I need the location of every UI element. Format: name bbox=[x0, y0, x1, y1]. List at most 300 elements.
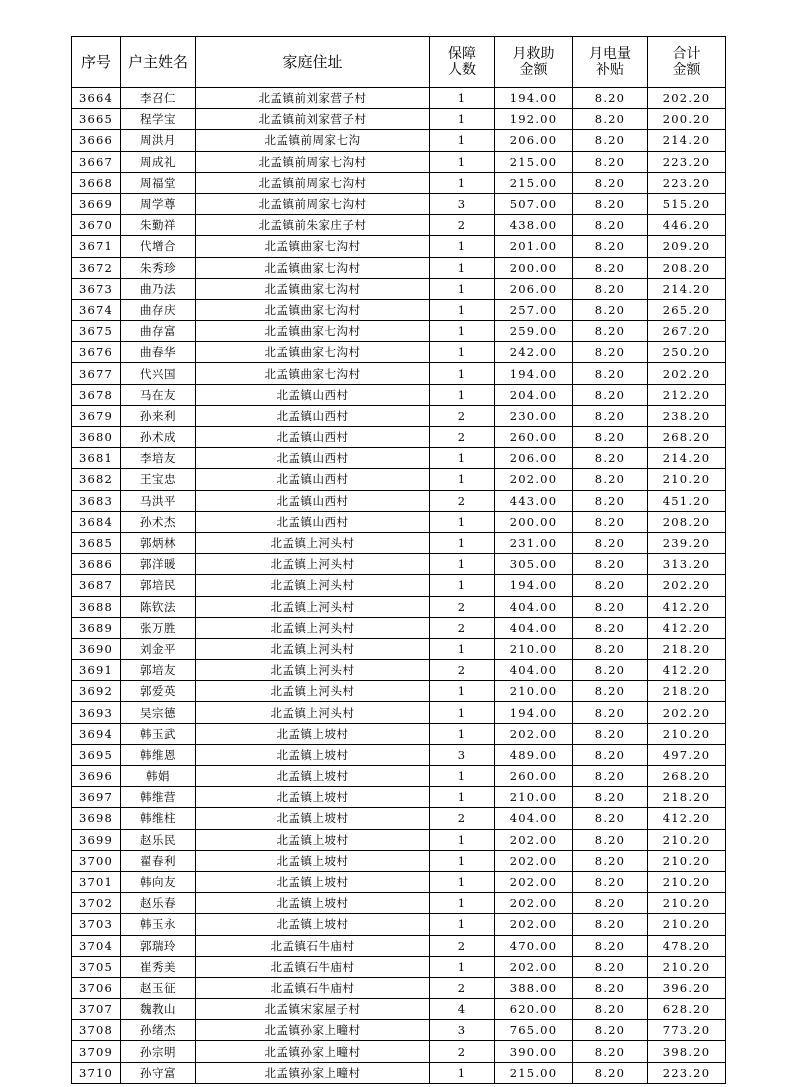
table-row bbox=[72, 151, 726, 172]
address-cell: 北孟镇曲家七沟村 bbox=[196, 257, 430, 278]
seq-cell: 3678 bbox=[72, 384, 121, 405]
relief-cell: 404.00 bbox=[495, 596, 573, 617]
relief-cell: 192.00 bbox=[495, 109, 573, 130]
persons-cell: 1 bbox=[430, 384, 495, 405]
table-row bbox=[72, 744, 726, 765]
name-cell: 韩维恩 bbox=[121, 744, 196, 765]
address-cell: 北孟镇上坡村 bbox=[196, 787, 430, 808]
name-cell: 马在友 bbox=[121, 384, 196, 405]
total-cell: 208.20 bbox=[648, 257, 726, 278]
seq-cell: 3700 bbox=[72, 850, 121, 871]
persons-cell: 1 bbox=[430, 914, 495, 935]
total-cell: 210.20 bbox=[648, 893, 726, 914]
header-address: 家庭住址 bbox=[196, 37, 430, 88]
seq-cell: 3687 bbox=[72, 575, 121, 596]
power-cell: 8.20 bbox=[573, 215, 648, 236]
total-cell: 218.20 bbox=[648, 681, 726, 702]
seq-cell: 3709 bbox=[72, 1041, 121, 1062]
name-cell: 翟春利 bbox=[121, 850, 196, 871]
address-cell: 北孟镇上坡村 bbox=[196, 914, 430, 935]
table-row bbox=[72, 469, 726, 490]
name-cell: 代增合 bbox=[121, 236, 196, 257]
seq-cell: 3689 bbox=[72, 617, 121, 638]
table-row bbox=[72, 660, 726, 681]
total-cell: 214.20 bbox=[648, 130, 726, 151]
seq-cell: 3707 bbox=[72, 999, 121, 1020]
seq-cell: 3695 bbox=[72, 744, 121, 765]
table-row bbox=[72, 935, 726, 956]
relief-cell: 390.00 bbox=[495, 1041, 573, 1062]
relief-cell: 200.00 bbox=[495, 511, 573, 532]
persons-cell: 1 bbox=[430, 871, 495, 892]
table-row bbox=[72, 787, 726, 808]
name-cell: 孙守富 bbox=[121, 1062, 196, 1083]
total-cell: 223.20 bbox=[648, 151, 726, 172]
seq-cell: 3684 bbox=[72, 511, 121, 532]
persons-cell: 1 bbox=[430, 172, 495, 193]
power-cell: 8.20 bbox=[573, 596, 648, 617]
power-cell: 8.20 bbox=[573, 638, 648, 659]
persons-cell: 1 bbox=[430, 532, 495, 553]
total-cell: 268.20 bbox=[648, 766, 726, 787]
table-row bbox=[72, 638, 726, 659]
total-cell: 210.20 bbox=[648, 850, 726, 871]
address-cell: 北孟镇前周家七沟 bbox=[196, 130, 430, 151]
table-row bbox=[72, 977, 726, 998]
name-cell: 韩向友 bbox=[121, 871, 196, 892]
seq-cell: 3698 bbox=[72, 808, 121, 829]
persons-cell: 1 bbox=[430, 109, 495, 130]
name-cell: 韩娟 bbox=[121, 766, 196, 787]
name-cell: 郭瑞玲 bbox=[121, 935, 196, 956]
name-cell: 孙宗明 bbox=[121, 1041, 196, 1062]
total-cell: 628.20 bbox=[648, 999, 726, 1020]
power-cell: 8.20 bbox=[573, 278, 648, 299]
address-cell: 北孟镇前刘家营子村 bbox=[196, 109, 430, 130]
relief-cell: 215.00 bbox=[495, 172, 573, 193]
persons-cell: 2 bbox=[430, 1041, 495, 1062]
table-row bbox=[72, 278, 726, 299]
name-cell: 李培友 bbox=[121, 448, 196, 469]
total-cell: 773.20 bbox=[648, 1020, 726, 1041]
seq-cell: 3672 bbox=[72, 257, 121, 278]
table-row bbox=[72, 448, 726, 469]
table-row bbox=[72, 215, 726, 236]
header-total-line2: 金额 bbox=[672, 62, 701, 78]
relief-cell: 202.00 bbox=[495, 829, 573, 850]
header-row bbox=[72, 37, 726, 88]
header-relief-line1: 月救助 bbox=[512, 46, 555, 62]
name-cell: 曲乃法 bbox=[121, 278, 196, 299]
header-relief-line2: 金额 bbox=[519, 62, 548, 78]
seq-cell: 3671 bbox=[72, 236, 121, 257]
relief-cell: 765.00 bbox=[495, 1020, 573, 1041]
header-persons bbox=[430, 37, 495, 88]
address-cell: 北孟镇上河头村 bbox=[196, 554, 430, 575]
power-cell: 8.20 bbox=[573, 130, 648, 151]
address-cell: 北孟镇前周家七沟村 bbox=[196, 151, 430, 172]
relief-cell: 206.00 bbox=[495, 130, 573, 151]
address-cell: 北孟镇曲家七沟村 bbox=[196, 299, 430, 320]
table-row bbox=[72, 914, 726, 935]
power-cell: 8.20 bbox=[573, 172, 648, 193]
total-cell: 218.20 bbox=[648, 787, 726, 808]
persons-cell: 1 bbox=[430, 766, 495, 787]
address-cell: 北孟镇石牛庙村 bbox=[196, 935, 430, 956]
power-cell: 8.20 bbox=[573, 893, 648, 914]
total-cell: 412.20 bbox=[648, 596, 726, 617]
power-cell: 8.20 bbox=[573, 299, 648, 320]
address-cell: 北孟镇山西村 bbox=[196, 448, 430, 469]
power-cell: 8.20 bbox=[573, 490, 648, 511]
address-cell: 北孟镇曲家七沟村 bbox=[196, 278, 430, 299]
name-cell: 郭炳林 bbox=[121, 532, 196, 553]
relief-cell: 202.00 bbox=[495, 469, 573, 490]
name-cell: 赵玉征 bbox=[121, 977, 196, 998]
persons-cell: 2 bbox=[430, 490, 495, 511]
total-cell: 210.20 bbox=[648, 829, 726, 850]
address-cell: 北孟镇上河头村 bbox=[196, 575, 430, 596]
table-row bbox=[72, 88, 726, 109]
power-cell: 8.20 bbox=[573, 469, 648, 490]
persons-cell: 1 bbox=[430, 299, 495, 320]
power-cell: 8.20 bbox=[573, 999, 648, 1020]
name-cell: 朱勤祥 bbox=[121, 215, 196, 236]
power-cell: 8.20 bbox=[573, 554, 648, 575]
persons-cell: 2 bbox=[430, 935, 495, 956]
total-cell: 223.20 bbox=[648, 1062, 726, 1083]
address-cell: 北孟镇上坡村 bbox=[196, 893, 430, 914]
table-row bbox=[72, 702, 726, 723]
address-cell: 北孟镇上河头村 bbox=[196, 617, 430, 638]
table-row bbox=[72, 766, 726, 787]
power-cell: 8.20 bbox=[573, 236, 648, 257]
seq-cell: 3708 bbox=[72, 1020, 121, 1041]
table-row bbox=[72, 511, 726, 532]
persons-cell: 1 bbox=[430, 829, 495, 850]
seq-cell: 3691 bbox=[72, 660, 121, 681]
name-cell: 张万胜 bbox=[121, 617, 196, 638]
power-cell: 8.20 bbox=[573, 342, 648, 363]
header-power bbox=[573, 37, 648, 88]
table-row bbox=[72, 405, 726, 426]
table-row bbox=[72, 893, 726, 914]
power-cell: 8.20 bbox=[573, 871, 648, 892]
table-row bbox=[72, 109, 726, 130]
persons-cell: 2 bbox=[430, 596, 495, 617]
relief-cell: 194.00 bbox=[495, 88, 573, 109]
total-cell: 218.20 bbox=[648, 638, 726, 659]
name-cell: 陈钦法 bbox=[121, 596, 196, 617]
relief-cell: 194.00 bbox=[495, 702, 573, 723]
total-cell: 209.20 bbox=[648, 236, 726, 257]
name-cell: 赵乐春 bbox=[121, 893, 196, 914]
table-row bbox=[72, 321, 726, 342]
power-cell: 8.20 bbox=[573, 1041, 648, 1062]
name-cell: 程学宝 bbox=[121, 109, 196, 130]
header-persons-line2: 人数 bbox=[448, 62, 476, 78]
persons-cell: 2 bbox=[430, 405, 495, 426]
relief-cell: 404.00 bbox=[495, 617, 573, 638]
seq-cell: 3675 bbox=[72, 321, 121, 342]
power-cell: 8.20 bbox=[573, 935, 648, 956]
address-cell: 北孟镇山西村 bbox=[196, 469, 430, 490]
relief-cell: 388.00 bbox=[495, 977, 573, 998]
persons-cell: 1 bbox=[430, 893, 495, 914]
seq-cell: 3710 bbox=[72, 1062, 121, 1083]
table-row bbox=[72, 384, 726, 405]
seq-cell: 3676 bbox=[72, 342, 121, 363]
table-row bbox=[72, 130, 726, 151]
power-cell: 8.20 bbox=[573, 532, 648, 553]
total-cell: 210.20 bbox=[648, 956, 726, 977]
total-cell: 212.20 bbox=[648, 384, 726, 405]
power-cell: 8.20 bbox=[573, 109, 648, 130]
relief-cell: 215.00 bbox=[495, 1062, 573, 1083]
address-cell: 北孟镇上坡村 bbox=[196, 850, 430, 871]
total-cell: 210.20 bbox=[648, 469, 726, 490]
total-cell: 412.20 bbox=[648, 617, 726, 638]
relief-cell: 489.00 bbox=[495, 744, 573, 765]
total-cell: 265.20 bbox=[648, 299, 726, 320]
address-cell: 北孟镇上坡村 bbox=[196, 744, 430, 765]
address-cell: 北孟镇孙家上疃村 bbox=[196, 1020, 430, 1041]
persons-cell: 3 bbox=[430, 744, 495, 765]
name-cell: 韩维柱 bbox=[121, 808, 196, 829]
table-row bbox=[72, 871, 726, 892]
address-cell: 北孟镇曲家七沟村 bbox=[196, 236, 430, 257]
power-cell: 8.20 bbox=[573, 660, 648, 681]
relief-table bbox=[71, 36, 726, 1084]
address-cell: 北孟镇上坡村 bbox=[196, 766, 430, 787]
relief-cell: 202.00 bbox=[495, 914, 573, 935]
total-cell: 412.20 bbox=[648, 808, 726, 829]
total-cell: 478.20 bbox=[648, 935, 726, 956]
table-row bbox=[72, 850, 726, 871]
total-cell: 202.20 bbox=[648, 702, 726, 723]
address-cell: 北孟镇前刘家营子村 bbox=[196, 88, 430, 109]
seq-cell: 3683 bbox=[72, 490, 121, 511]
persons-cell: 1 bbox=[430, 321, 495, 342]
total-cell: 200.20 bbox=[648, 109, 726, 130]
table-row bbox=[72, 363, 726, 384]
total-cell: 267.20 bbox=[648, 321, 726, 342]
table-row bbox=[72, 490, 726, 511]
relief-cell: 404.00 bbox=[495, 660, 573, 681]
seq-cell: 3702 bbox=[72, 893, 121, 914]
power-cell: 8.20 bbox=[573, 914, 648, 935]
header-total-line1: 合计 bbox=[672, 46, 701, 62]
total-cell: 268.20 bbox=[648, 427, 726, 448]
power-cell: 8.20 bbox=[573, 363, 648, 384]
name-cell: 郭培友 bbox=[121, 660, 196, 681]
seq-cell: 3686 bbox=[72, 554, 121, 575]
header-seq: 序号 bbox=[72, 37, 121, 88]
address-cell: 北孟镇上坡村 bbox=[196, 871, 430, 892]
power-cell: 8.20 bbox=[573, 1062, 648, 1083]
power-cell: 8.20 bbox=[573, 977, 648, 998]
name-cell: 周成礼 bbox=[121, 151, 196, 172]
header-power-line1: 月电量 bbox=[589, 46, 631, 62]
persons-cell: 3 bbox=[430, 193, 495, 214]
name-cell: 韩玉永 bbox=[121, 914, 196, 935]
persons-cell: 2 bbox=[430, 427, 495, 448]
persons-cell: 1 bbox=[430, 363, 495, 384]
total-cell: 210.20 bbox=[648, 723, 726, 744]
persons-cell: 3 bbox=[430, 1020, 495, 1041]
name-cell: 周洪月 bbox=[121, 130, 196, 151]
relief-cell: 210.00 bbox=[495, 787, 573, 808]
address-cell: 北孟镇山西村 bbox=[196, 427, 430, 448]
table-row bbox=[72, 617, 726, 638]
seq-cell: 3669 bbox=[72, 193, 121, 214]
total-cell: 396.20 bbox=[648, 977, 726, 998]
persons-cell: 4 bbox=[430, 999, 495, 1020]
total-cell: 208.20 bbox=[648, 511, 726, 532]
name-cell: 李召仁 bbox=[121, 88, 196, 109]
relief-cell: 231.00 bbox=[495, 532, 573, 553]
name-cell: 崔秀美 bbox=[121, 956, 196, 977]
relief-cell: 242.00 bbox=[495, 342, 573, 363]
relief-cell: 259.00 bbox=[495, 321, 573, 342]
seq-cell: 3680 bbox=[72, 427, 121, 448]
total-cell: 446.20 bbox=[648, 215, 726, 236]
power-cell: 8.20 bbox=[573, 151, 648, 172]
name-cell: 孙术杰 bbox=[121, 511, 196, 532]
total-cell: 239.20 bbox=[648, 532, 726, 553]
relief-cell: 200.00 bbox=[495, 257, 573, 278]
address-cell: 北孟镇山西村 bbox=[196, 384, 430, 405]
table-row bbox=[72, 1062, 726, 1083]
power-cell: 8.20 bbox=[573, 850, 648, 871]
table-row bbox=[72, 342, 726, 363]
seq-cell: 3692 bbox=[72, 681, 121, 702]
persons-cell: 1 bbox=[430, 511, 495, 532]
seq-cell: 3688 bbox=[72, 596, 121, 617]
persons-cell: 1 bbox=[430, 448, 495, 469]
persons-cell: 1 bbox=[430, 787, 495, 808]
address-cell: 北孟镇前周家七沟村 bbox=[196, 172, 430, 193]
persons-cell: 2 bbox=[430, 977, 495, 998]
seq-cell: 3699 bbox=[72, 829, 121, 850]
persons-cell: 1 bbox=[430, 130, 495, 151]
power-cell: 8.20 bbox=[573, 511, 648, 532]
power-cell: 8.20 bbox=[573, 956, 648, 977]
relief-cell: 204.00 bbox=[495, 384, 573, 405]
address-cell: 北孟镇上坡村 bbox=[196, 723, 430, 744]
relief-cell: 206.00 bbox=[495, 448, 573, 469]
table-row bbox=[72, 681, 726, 702]
persons-cell: 1 bbox=[430, 151, 495, 172]
table-row bbox=[72, 236, 726, 257]
seq-cell: 3697 bbox=[72, 787, 121, 808]
address-cell: 北孟镇上河头村 bbox=[196, 532, 430, 553]
name-cell: 曲存富 bbox=[121, 321, 196, 342]
seq-cell: 3673 bbox=[72, 278, 121, 299]
power-cell: 8.20 bbox=[573, 723, 648, 744]
relief-cell: 206.00 bbox=[495, 278, 573, 299]
seq-cell: 3694 bbox=[72, 723, 121, 744]
total-cell: 398.20 bbox=[648, 1041, 726, 1062]
persons-cell: 1 bbox=[430, 278, 495, 299]
total-cell: 515.20 bbox=[648, 193, 726, 214]
header-relief bbox=[495, 37, 573, 88]
persons-cell: 2 bbox=[430, 660, 495, 681]
address-cell: 北孟镇曲家七沟村 bbox=[196, 342, 430, 363]
table-row bbox=[72, 575, 726, 596]
power-cell: 8.20 bbox=[573, 427, 648, 448]
seq-cell: 3681 bbox=[72, 448, 121, 469]
relief-cell: 201.00 bbox=[495, 236, 573, 257]
address-cell: 北孟镇孙家上疃村 bbox=[196, 1062, 430, 1083]
table-row bbox=[72, 427, 726, 448]
address-cell: 北孟镇宋家屋子村 bbox=[196, 999, 430, 1020]
address-cell: 北孟镇上河头村 bbox=[196, 638, 430, 659]
seq-cell: 3670 bbox=[72, 215, 121, 236]
table-row bbox=[72, 257, 726, 278]
relief-cell: 194.00 bbox=[495, 575, 573, 596]
address-cell: 北孟镇上坡村 bbox=[196, 808, 430, 829]
relief-cell: 202.00 bbox=[495, 723, 573, 744]
table-row bbox=[72, 532, 726, 553]
power-cell: 8.20 bbox=[573, 193, 648, 214]
power-cell: 8.20 bbox=[573, 1020, 648, 1041]
address-cell: 北孟镇石牛庙村 bbox=[196, 956, 430, 977]
total-cell: 214.20 bbox=[648, 278, 726, 299]
address-cell: 北孟镇上河头村 bbox=[196, 596, 430, 617]
table-row bbox=[72, 1041, 726, 1062]
power-cell: 8.20 bbox=[573, 829, 648, 850]
table-row bbox=[72, 829, 726, 850]
seq-cell: 3664 bbox=[72, 88, 121, 109]
seq-cell: 3690 bbox=[72, 638, 121, 659]
name-cell: 赵乐民 bbox=[121, 829, 196, 850]
seq-cell: 3666 bbox=[72, 130, 121, 151]
table-row bbox=[72, 808, 726, 829]
relief-cell: 215.00 bbox=[495, 151, 573, 172]
relief-cell: 470.00 bbox=[495, 935, 573, 956]
persons-cell: 1 bbox=[430, 723, 495, 744]
name-cell: 代兴国 bbox=[121, 363, 196, 384]
power-cell: 8.20 bbox=[573, 787, 648, 808]
name-cell: 郭培民 bbox=[121, 575, 196, 596]
table-row bbox=[72, 193, 726, 214]
name-cell: 刘金平 bbox=[121, 638, 196, 659]
name-cell: 周学尊 bbox=[121, 193, 196, 214]
relief-cell: 620.00 bbox=[495, 999, 573, 1020]
address-cell: 北孟镇孙家上疃村 bbox=[196, 1041, 430, 1062]
name-cell: 孙绪杰 bbox=[121, 1020, 196, 1041]
relief-cell: 260.00 bbox=[495, 766, 573, 787]
seq-cell: 3679 bbox=[72, 405, 121, 426]
seq-cell: 3704 bbox=[72, 935, 121, 956]
persons-cell: 1 bbox=[430, 702, 495, 723]
name-cell: 周福堂 bbox=[121, 172, 196, 193]
header-power-line2: 补贴 bbox=[596, 62, 624, 78]
total-cell: 202.20 bbox=[648, 88, 726, 109]
address-cell: 北孟镇前周家七沟村 bbox=[196, 193, 430, 214]
persons-cell: 1 bbox=[430, 88, 495, 109]
seq-cell: 3701 bbox=[72, 871, 121, 892]
power-cell: 8.20 bbox=[573, 405, 648, 426]
name-cell: 郭洋暖 bbox=[121, 554, 196, 575]
persons-cell: 1 bbox=[430, 575, 495, 596]
total-cell: 214.20 bbox=[648, 448, 726, 469]
table-row bbox=[72, 723, 726, 744]
relief-cell: 305.00 bbox=[495, 554, 573, 575]
seq-cell: 3685 bbox=[72, 532, 121, 553]
seq-cell: 3703 bbox=[72, 914, 121, 935]
